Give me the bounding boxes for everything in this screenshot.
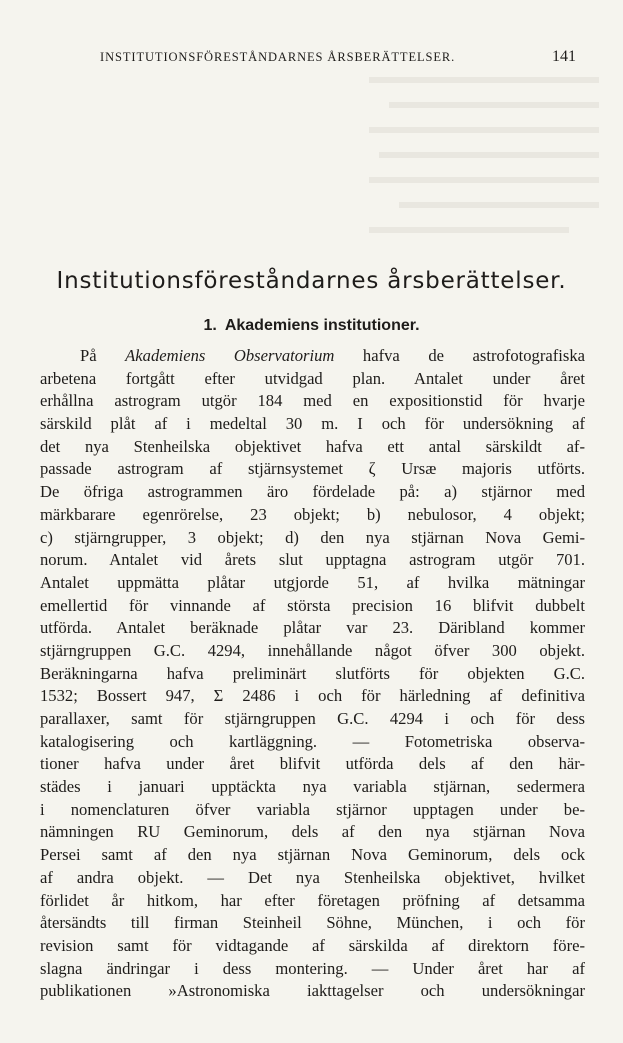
text-line: städes i januari upptäckta nya variabla stjärnan, sedermera — [40, 777, 585, 797]
text-line: norum. Antalet vid årets slut upptagna astrogram utgör 701. — [40, 550, 585, 570]
text-line: af andra objekt. — Det nya Stenheilska objektivet, hvilket — [40, 867, 585, 887]
text-line: förlidet år hitkom, har efter företagen pröfning af detsamma — [40, 890, 585, 910]
running-head — [100, 48, 576, 68]
text-line: Beräkningarna hafva preliminärt slutförts för objekten G.C. — [40, 663, 585, 683]
text-line: erhållna astrogram utgör 184 med en expositionstid för hvarje — [40, 391, 585, 411]
text-line: nämningen RU Geminorum, dels af den nya stjärnan Nova — [40, 822, 585, 842]
first-line-lead: På — [80, 346, 126, 365]
subsection-number: 1. — [203, 317, 217, 334]
text-line: i nomenclaturen öfver variabla stjärnor upptagen under be- — [40, 799, 585, 819]
text-line: Persei samt af den nya stjärnan Nova Geminorum, dels ock — [40, 845, 585, 865]
observatory-emphasis: Akademiens Observatorium — [125, 346, 335, 365]
running-title: INSTITUTIONSFÖRESTÅNDARNES ÅRSBERÄTTELSER. — [100, 50, 456, 64]
text-line: c) stjärngrupper, 3 objekt; d) den nya stjärnan Nova Gemi- — [40, 527, 585, 547]
text-line: särskild plåt af i medeltal 30 m. I och för undersökning af — [40, 414, 585, 434]
text-line: slagna ändringar i dess montering. — Under året har af — [40, 958, 585, 978]
text-line: De öfriga astrogrammen äro fördelade på: a) stjärnor med — [40, 482, 585, 502]
subsection-heading — [0, 317, 623, 335]
text-line: passade astrogram af stjärnsystemet ζ Ursæ majoris utförts. — [40, 459, 585, 479]
text-line: katalogisering och kartläggning. — Fotometriska observa- — [40, 731, 585, 751]
text-line: det nya Stenheilska objektivet hafva ett antal särskildt af- — [40, 436, 585, 456]
text-line: emellertid för vinnande af största precision 16 blifvit dubbelt — [40, 595, 585, 615]
text-line: tioner hafva under året blifvit utförda dels af den här- — [40, 754, 585, 774]
text-line: arbetena fortgått efter utvidgad plan. Antalet under året — [40, 368, 585, 388]
first-line-rest: hafva de astrofotografiska — [334, 346, 585, 365]
text-line: publikationen »Astronomiska iakttagelser och undersökningar — [40, 981, 585, 1001]
text-line: utförda. Antalet beräknade plåtar var 23. Däribland kommer — [40, 618, 585, 638]
body-paragraph — [40, 345, 585, 1003]
text-line: parallaxer, samt för stjärngruppen G.C. 4294 i och för dess — [40, 709, 585, 728]
text-line: 1532; Bossert 947, Σ 2486 i och för härledning af definitiva — [40, 686, 585, 706]
text-line: märkbarare egenrörelse, 23 objekt; b) nebulosor, 4 objekt; — [40, 504, 585, 524]
bleed-through-texture — [369, 70, 599, 260]
text-line: stjärngruppen G.C. 4294, innehållande något öfver 300 objekt. — [40, 640, 585, 660]
subsection-title: Akademiens institutioner. — [224, 317, 420, 334]
page-number: 141 — [552, 48, 576, 65]
paragraph-first-line — [40, 345, 585, 368]
text-line: återsändts till firman Steinheil Söhne, München, i och för — [40, 913, 585, 933]
section-title: Institutionsföreståndarnes årsberättelser. — [56, 268, 567, 294]
text-line: revision samt för vidtagande af särskilda af direktorn före- — [40, 935, 585, 955]
text-line: Antalet uppmätta plåtar utgjorde 51, af hvilka mätningar — [40, 572, 585, 592]
